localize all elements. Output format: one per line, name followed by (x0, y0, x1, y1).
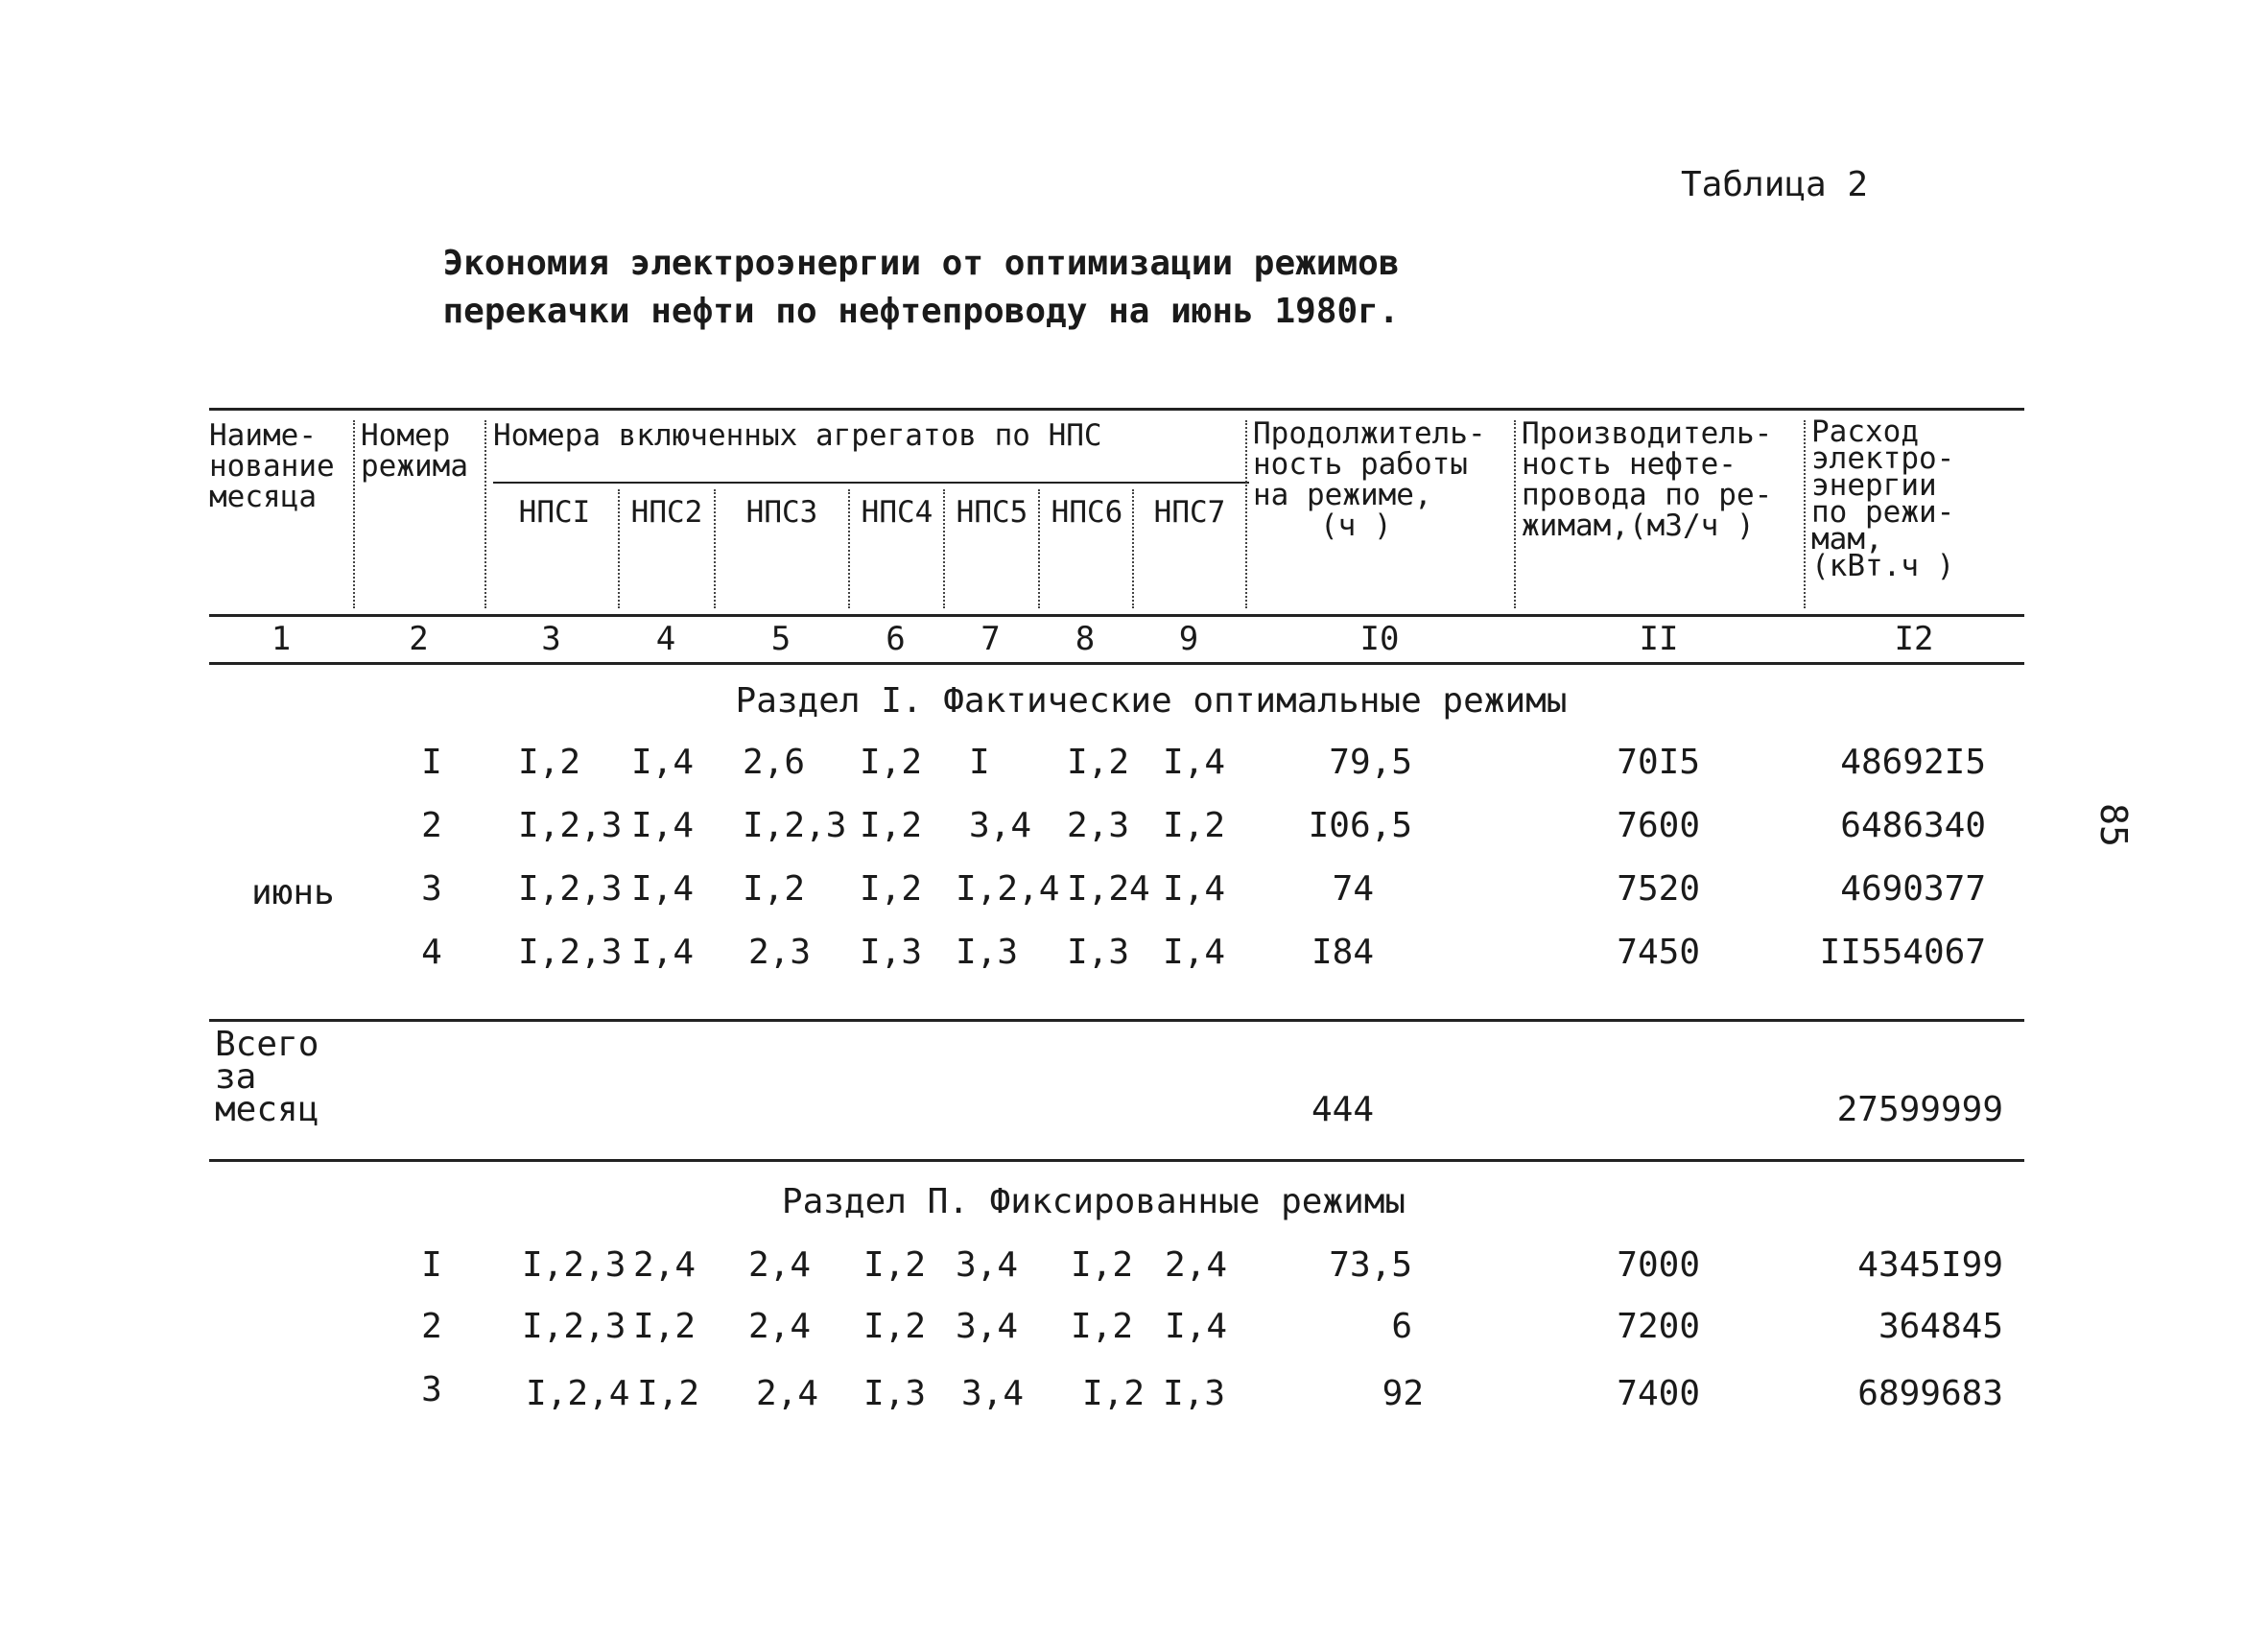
column-separator (1804, 420, 1806, 608)
cell-station-6: I,2 (1082, 1374, 1146, 1413)
column-separator (353, 420, 355, 608)
cell-station-5: 3,4 (961, 1374, 1025, 1413)
column-number: I2 (1894, 620, 1934, 658)
cell-energy: 4690377 (1840, 869, 1986, 909)
column-number: 3 (541, 620, 561, 658)
cell-station-2: I,4 (631, 806, 695, 845)
column-separator (943, 489, 945, 608)
cell-station-4: I,2 (860, 743, 923, 782)
cell-energy: II554067 (1819, 933, 1986, 972)
table-caption: Таблица 2 (1681, 165, 1869, 204)
cell-station-2: 2,4 (633, 1245, 697, 1285)
cell-station-2: I,4 (631, 743, 695, 782)
cell-station-1: I,2,4 (526, 1374, 630, 1413)
cell-mode: 2 (421, 1307, 442, 1346)
cell-capacity: 7450 (1617, 933, 1700, 972)
cell-station-1: I,2,3 (518, 806, 623, 845)
section-1-title: Раздел I. Фактические оптимальные режимы (735, 681, 1568, 721)
section-2-title: Раздел П. Фиксированные режимы (781, 1182, 1406, 1221)
cell-station-3: I,2,3 (743, 806, 847, 845)
cell-station-3: I,2 (743, 869, 806, 909)
cell-station-6: I,2 (1067, 743, 1130, 782)
total-bottom-rule (209, 1159, 2024, 1162)
units-group-rule (493, 482, 1249, 484)
total-hours: 444 (1311, 1090, 1374, 1129)
header-month: Наиме- нование месяца (209, 418, 335, 514)
cell-station-7: I,4 (1165, 1307, 1228, 1346)
cell-station-2: I,4 (631, 933, 695, 972)
cell-energy: 48692I5 (1840, 743, 1986, 782)
header-bottom-rule (209, 614, 2024, 617)
header-station-7: НПС7 (1153, 495, 1226, 530)
header-duration: Продолжитель- ность работы на режиме, (ч ) (1253, 416, 1486, 543)
header-mode: Номер режима (361, 418, 468, 484)
cell-mode: 3 (421, 869, 442, 909)
header-station-3: НПС3 (745, 495, 818, 530)
cell-mode: 3 (421, 1370, 442, 1409)
column-number: 1 (271, 620, 292, 658)
column-separator (1245, 420, 1247, 608)
cell-hours: 79,5 (1329, 743, 1412, 782)
cell-station-4: I,2 (860, 806, 923, 845)
cell-station-4: I,2 (863, 1245, 927, 1285)
cell-station-1: I,2,3 (522, 1307, 626, 1346)
cell-station-7: I,4 (1163, 933, 1226, 972)
cell-energy: 6486340 (1840, 806, 1986, 845)
cell-capacity: 7600 (1617, 806, 1700, 845)
month-label: июнь (251, 873, 335, 912)
header-capacity: Производитель- ность нефте- провода по ре- жимам,(м3/ч ) (1522, 416, 1773, 543)
cell-capacity: 70I5 (1617, 743, 1700, 782)
column-number: 6 (886, 620, 906, 658)
cell-capacity: 7200 (1617, 1307, 1700, 1346)
cell-station-5: I (969, 743, 990, 782)
header-station-2: НПС2 (630, 495, 703, 530)
cell-station-3: 2,4 (748, 1307, 812, 1346)
cell-station-7: 2,4 (1165, 1245, 1228, 1285)
cell-station-2: I,2 (637, 1374, 700, 1413)
cell-mode: I (421, 1245, 442, 1285)
column-number: 7 (980, 620, 1001, 658)
cell-hours: I84 (1311, 933, 1374, 972)
cell-station-3: 2,4 (756, 1374, 819, 1413)
cell-hours: 6 (1391, 1307, 1412, 1346)
cell-station-3: 2,3 (748, 933, 812, 972)
header-units-group: Номера включенных агрегатов по НПС (493, 418, 1102, 453)
cell-station-6: I,3 (1067, 933, 1130, 972)
column-separator (714, 489, 716, 608)
cell-station-1: I,2 (518, 743, 581, 782)
cell-capacity: 7000 (1617, 1245, 1700, 1285)
column-number: 8 (1075, 620, 1096, 658)
cell-station-5: 3,4 (969, 806, 1032, 845)
cell-hours: I06,5 (1308, 806, 1412, 845)
column-separator (1514, 420, 1516, 608)
cell-station-6: I,24 (1067, 869, 1150, 909)
column-separator (618, 489, 620, 608)
cell-station-5: 3,4 (956, 1307, 1019, 1346)
cell-station-4: I,3 (860, 933, 923, 972)
column-separator (1038, 489, 1040, 608)
cell-station-1: I,2,3 (518, 869, 623, 909)
title-line-2: перекачки нефти по нефтепроводу на июнь 1980г. (442, 292, 1400, 331)
header-station-1: НПСI (518, 495, 591, 530)
column-number: 5 (770, 620, 791, 658)
header-energy: Расход электро- энергии по режи- мам, (кВт.ч ) (1811, 414, 1955, 583)
table-top-rule (209, 408, 2024, 411)
column-numbers-rule (209, 662, 2024, 665)
cell-hours: 92 (1382, 1374, 1424, 1413)
cell-station-7: I,2 (1163, 806, 1226, 845)
column-separator (484, 420, 486, 608)
cell-hours: 74 (1332, 869, 1374, 909)
column-separator (1132, 489, 1134, 608)
cell-mode: 2 (421, 806, 442, 845)
cell-station-4: I,2 (863, 1307, 927, 1346)
column-number: 2 (409, 620, 429, 658)
cell-station-3: 2,4 (748, 1245, 812, 1285)
cell-station-5: 3,4 (956, 1245, 1019, 1285)
cell-station-7: I,3 (1163, 1374, 1226, 1413)
total-label: Всего за месяц (215, 1025, 319, 1129)
cell-station-2: I,2 (633, 1307, 697, 1346)
cell-station-4: I,3 (863, 1374, 927, 1413)
header-station-6: НПС6 (1051, 495, 1123, 530)
document-title (441, 240, 1401, 336)
column-number: II (1639, 620, 1679, 658)
cell-capacity: 7520 (1617, 869, 1700, 909)
cell-energy: 364845 (1878, 1307, 2003, 1346)
column-separator (848, 489, 850, 608)
cell-station-6: I,2 (1071, 1245, 1134, 1285)
header-station-5: НПС5 (956, 495, 1028, 530)
cell-station-2: I,4 (631, 869, 695, 909)
cell-capacity: 7400 (1617, 1374, 1700, 1413)
page-number: 85 (2091, 803, 2135, 847)
column-number: I0 (1359, 620, 1400, 658)
cell-station-4: I,2 (860, 869, 923, 909)
cell-station-3: 2,6 (743, 743, 806, 782)
cell-mode: 4 (421, 933, 442, 972)
title-line-1: Экономия электроэнергии от оптимизации режимов (442, 244, 1400, 283)
cell-mode: I (421, 743, 442, 782)
cell-station-1: I,2,3 (522, 1245, 626, 1285)
cell-station-6: 2,3 (1067, 806, 1130, 845)
total-top-rule (209, 1019, 2024, 1022)
column-number: 9 (1178, 620, 1199, 658)
cell-energy: 6899683 (1857, 1374, 2003, 1413)
cell-station-7: I,4 (1163, 743, 1226, 782)
cell-station-5: I,3 (956, 933, 1019, 972)
header-station-4: НПС4 (861, 495, 933, 530)
cell-energy: 4345I99 (1857, 1245, 2003, 1285)
total-energy: 27599999 (1836, 1090, 2003, 1129)
cell-station-1: I,2,3 (518, 933, 623, 972)
cell-station-7: I,4 (1163, 869, 1226, 909)
cell-station-5: I,2,4 (956, 869, 1060, 909)
column-number: 4 (655, 620, 676, 658)
cell-station-6: I,2 (1071, 1307, 1134, 1346)
cell-hours: 73,5 (1329, 1245, 1412, 1285)
